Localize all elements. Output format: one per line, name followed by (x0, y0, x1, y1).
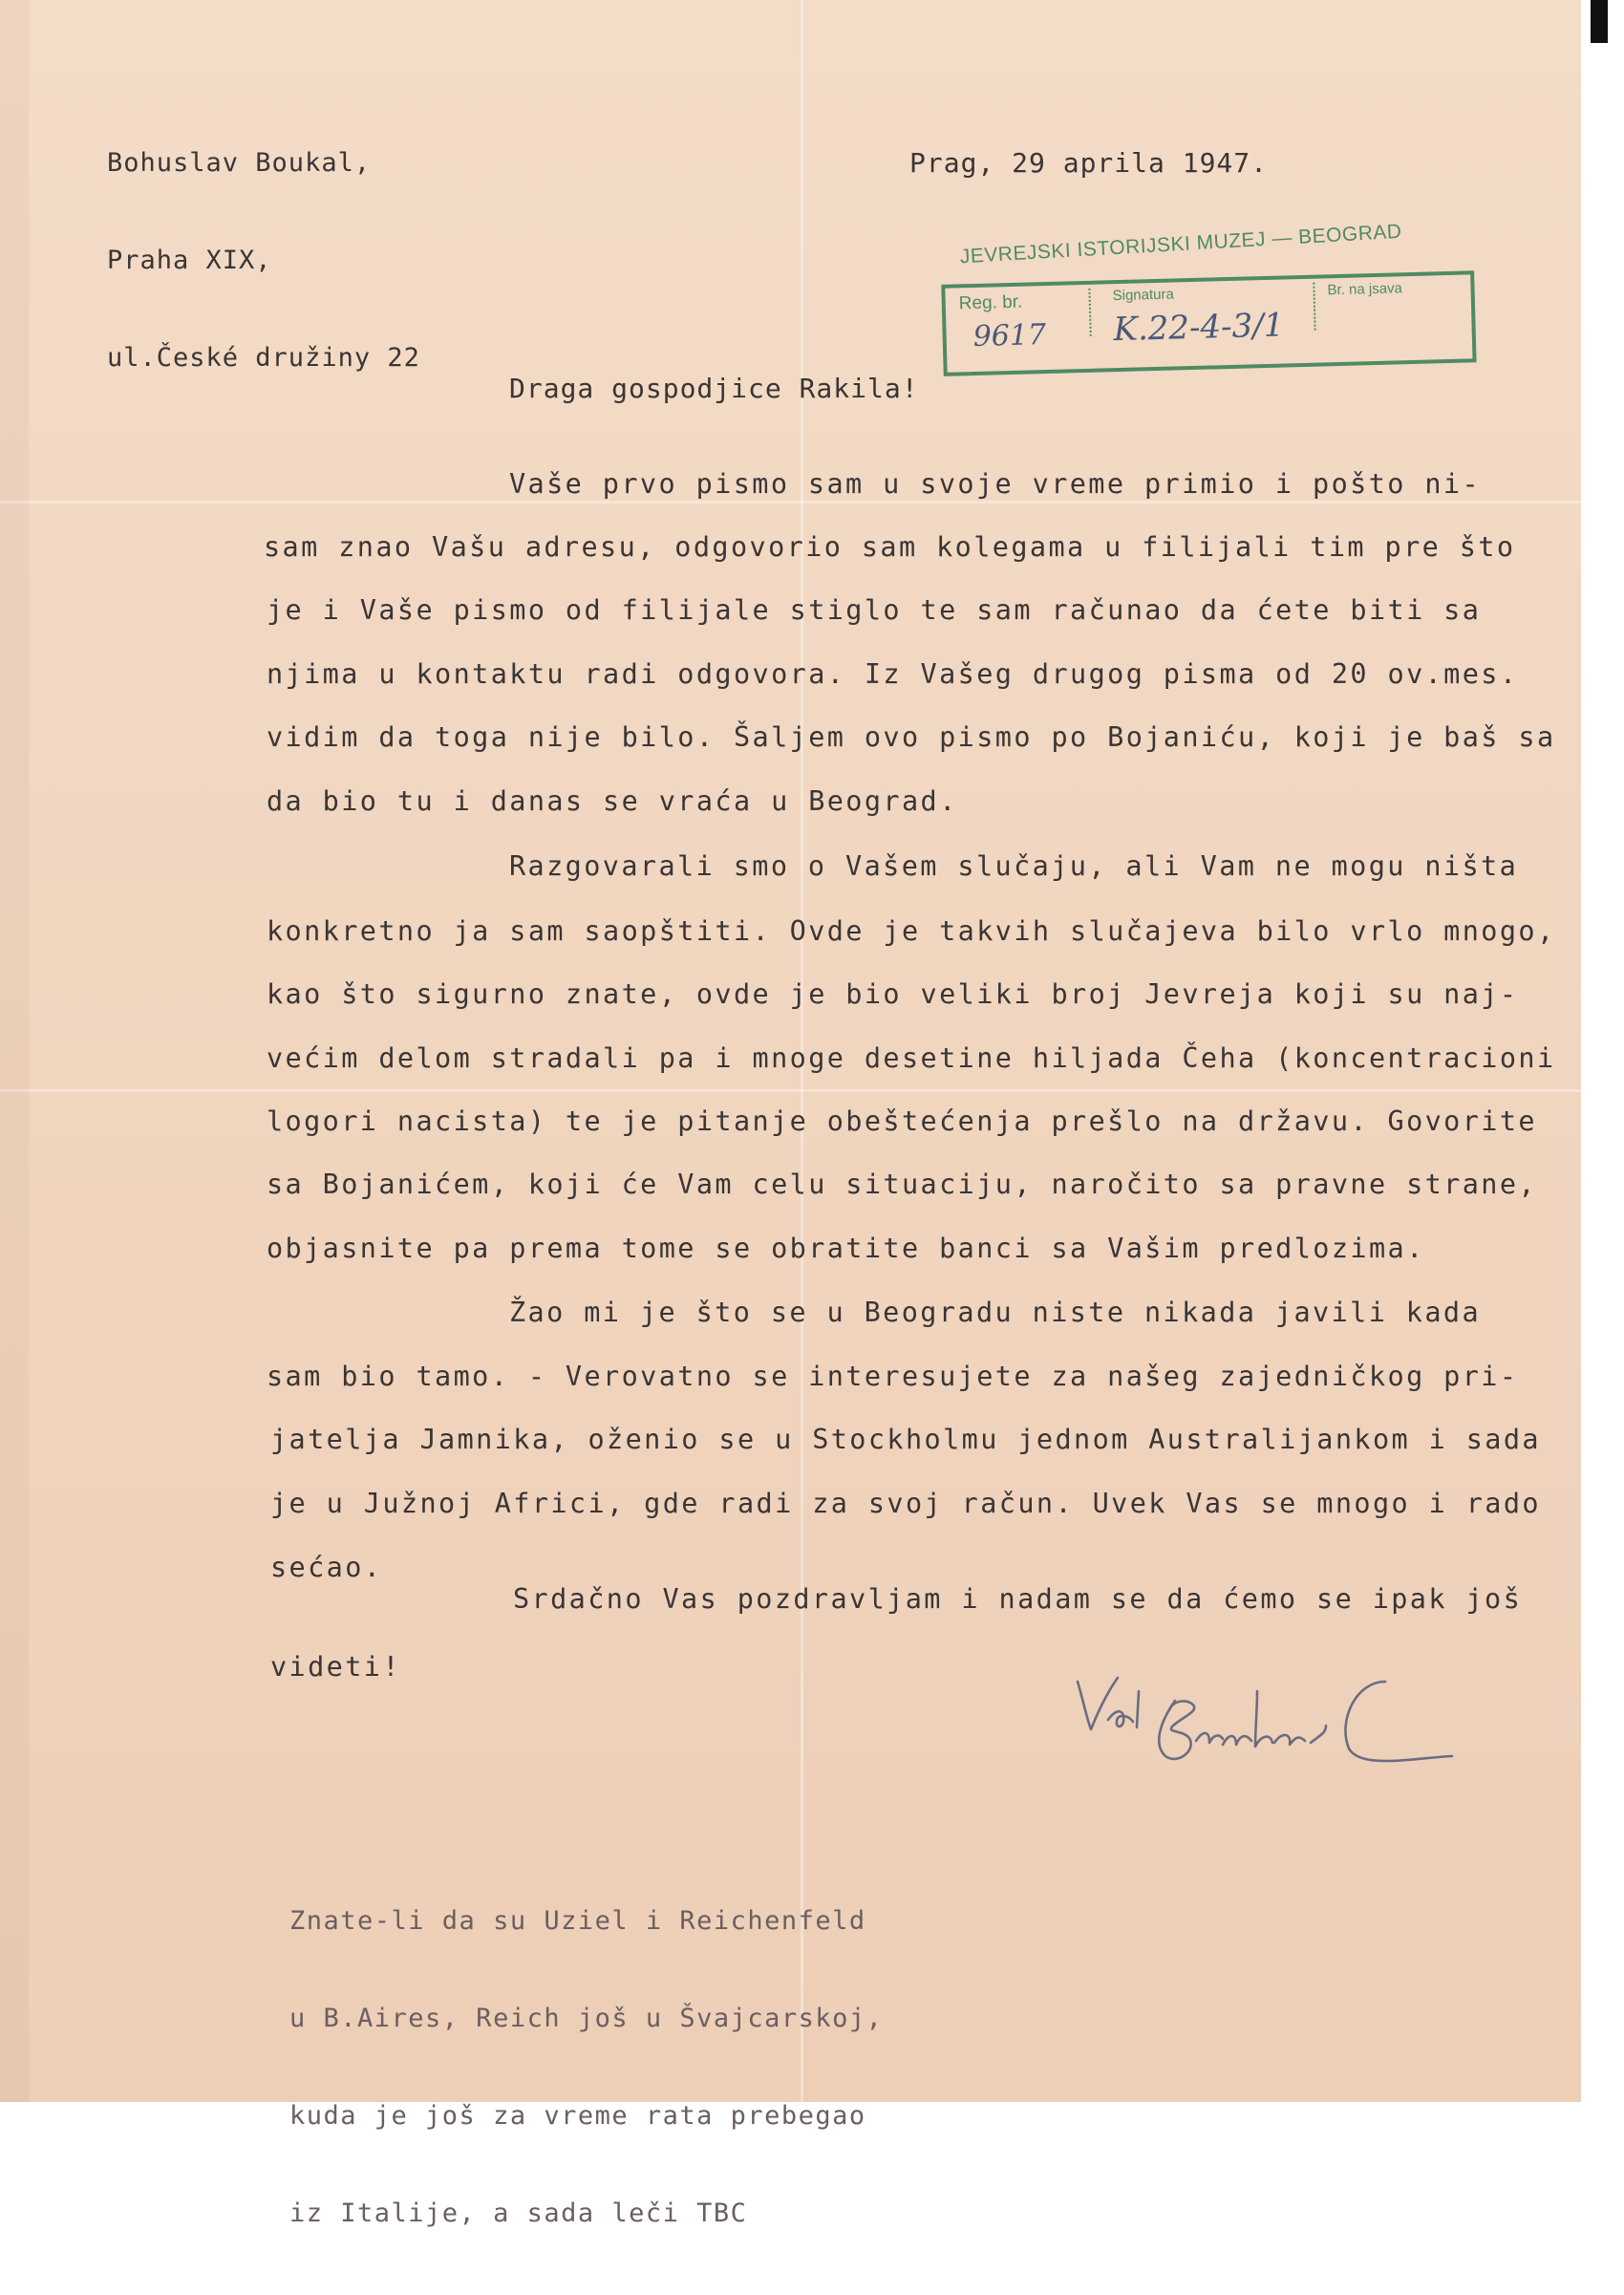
sender-line: Bohuslav Boukal, (107, 148, 372, 178)
sender-address (107, 82, 420, 440)
stamp-divider (1088, 289, 1091, 336)
scan-edge-mark (1591, 0, 1608, 43)
body-line: sam znao Vašu adresu, odgovorio sam kolegama u filijali tim pre što (264, 531, 1516, 563)
body-line: Vaše prvo pismo sam u svoje vreme primio i pošto ni- (509, 468, 1482, 500)
body-line: većim delom stradali pa i mnoge desetine hiljada Čeha (koncentracioni (267, 1042, 1556, 1074)
paper-fold-horizontal-upper (0, 501, 1581, 504)
body-line: Žao mi je što se u Beogradu niste nikada javili kada (509, 1297, 1482, 1328)
body-line: da bio tu i danas se vraća u Beograd. (267, 785, 958, 817)
scan-edge (1581, 0, 1624, 2102)
body-line: objasnite pa prema tome se obratite banci sa Vašim predlozima. (267, 1233, 1425, 1264)
museum-stamp (936, 220, 1485, 382)
body-line: jatelja Jamnika, oženio se u Stockholmu jednom Australijankom i sada (270, 1424, 1541, 1455)
postscript-line: u B.Aires, Reich još u Švajcarskoj, (289, 2004, 884, 2033)
body-line: kao što sigurno znate, ovde je bio veliki broj Jevreja koji su naj- (267, 978, 1519, 1010)
stamp-signature-code: K.22-4-3/1 (1113, 306, 1285, 350)
body-line: je u Južnoj Africi, gde radi za svoj račun. Uvek Vas se mnogo i rado (270, 1488, 1541, 1519)
stamp-title: JEVREJSKI ISTORIJSKI MUZEJ — BEOGRAD (959, 220, 1403, 268)
body-line: vidim da toga nije bilo. Šaljem ovo pismo po Bojaniću, koji je baš sa (267, 721, 1556, 753)
sender-line: ul.České družiny 22 (107, 343, 420, 373)
stamp-signature-label: Signatura (1112, 286, 1175, 305)
postscript-line: kuda je još za vreme rata prebegao (289, 2101, 866, 2131)
body-line: njima u kontaktu radi odgovora. Iz Vašeg drugog pisma od 20 ov.mes. (267, 658, 1519, 690)
body-line: Srdačno Vas pozdravljam i nadam se da ćemo se ipak još (513, 1583, 1523, 1615)
body-line: je i Vaše pismo od filijale stiglo te sam računao da ćete biti sa (267, 594, 1482, 626)
paper-edge-shade (0, 0, 29, 2102)
stamp-count-label: Br. na jsava (1327, 280, 1403, 299)
body-line: sa Bojanićem, koji će Vam celu situaciju, naročito sa pravne strane, (267, 1169, 1537, 1200)
sender-line: Praha XIX, (107, 246, 272, 275)
paper-fold-horizontal-lower (0, 1089, 1581, 1092)
body-line: konkretno ja sam saopštiti. Ovde je takvih slučajeva bilo vrlo mnogo, (267, 915, 1556, 947)
stamp-box (941, 270, 1476, 376)
stamp-reg-label: Reg. br. (958, 291, 1023, 314)
handwritten-signature (1070, 1653, 1471, 1787)
body-line: Razgovarali smo o Vašem slučaju, ali Vam ne mogu ništa (509, 850, 1519, 882)
letter-salutation: Draga gospodjice Rakila! (509, 373, 919, 404)
body-line: logori nacista) te je pitanje obeštećenja prešlo na državu. Govorite (267, 1105, 1537, 1137)
body-line: sam bio tamo. - Verovatno se interesujete za našeg zajedničkog pri- (267, 1361, 1519, 1392)
postscript (289, 1840, 883, 2295)
letter-date: Prag, 29 aprila 1947. (909, 147, 1269, 179)
stamp-reg-number: 9617 (972, 318, 1047, 354)
postscript-line: iz Italije, a sada leči TBC (289, 2198, 748, 2228)
stamp-divider (1313, 283, 1315, 331)
postscript-line: Znate-li da su Uziel i Reichenfeld (289, 1906, 866, 1936)
body-line: videti! (270, 1651, 401, 1683)
body-line: sećao. (270, 1552, 383, 1583)
